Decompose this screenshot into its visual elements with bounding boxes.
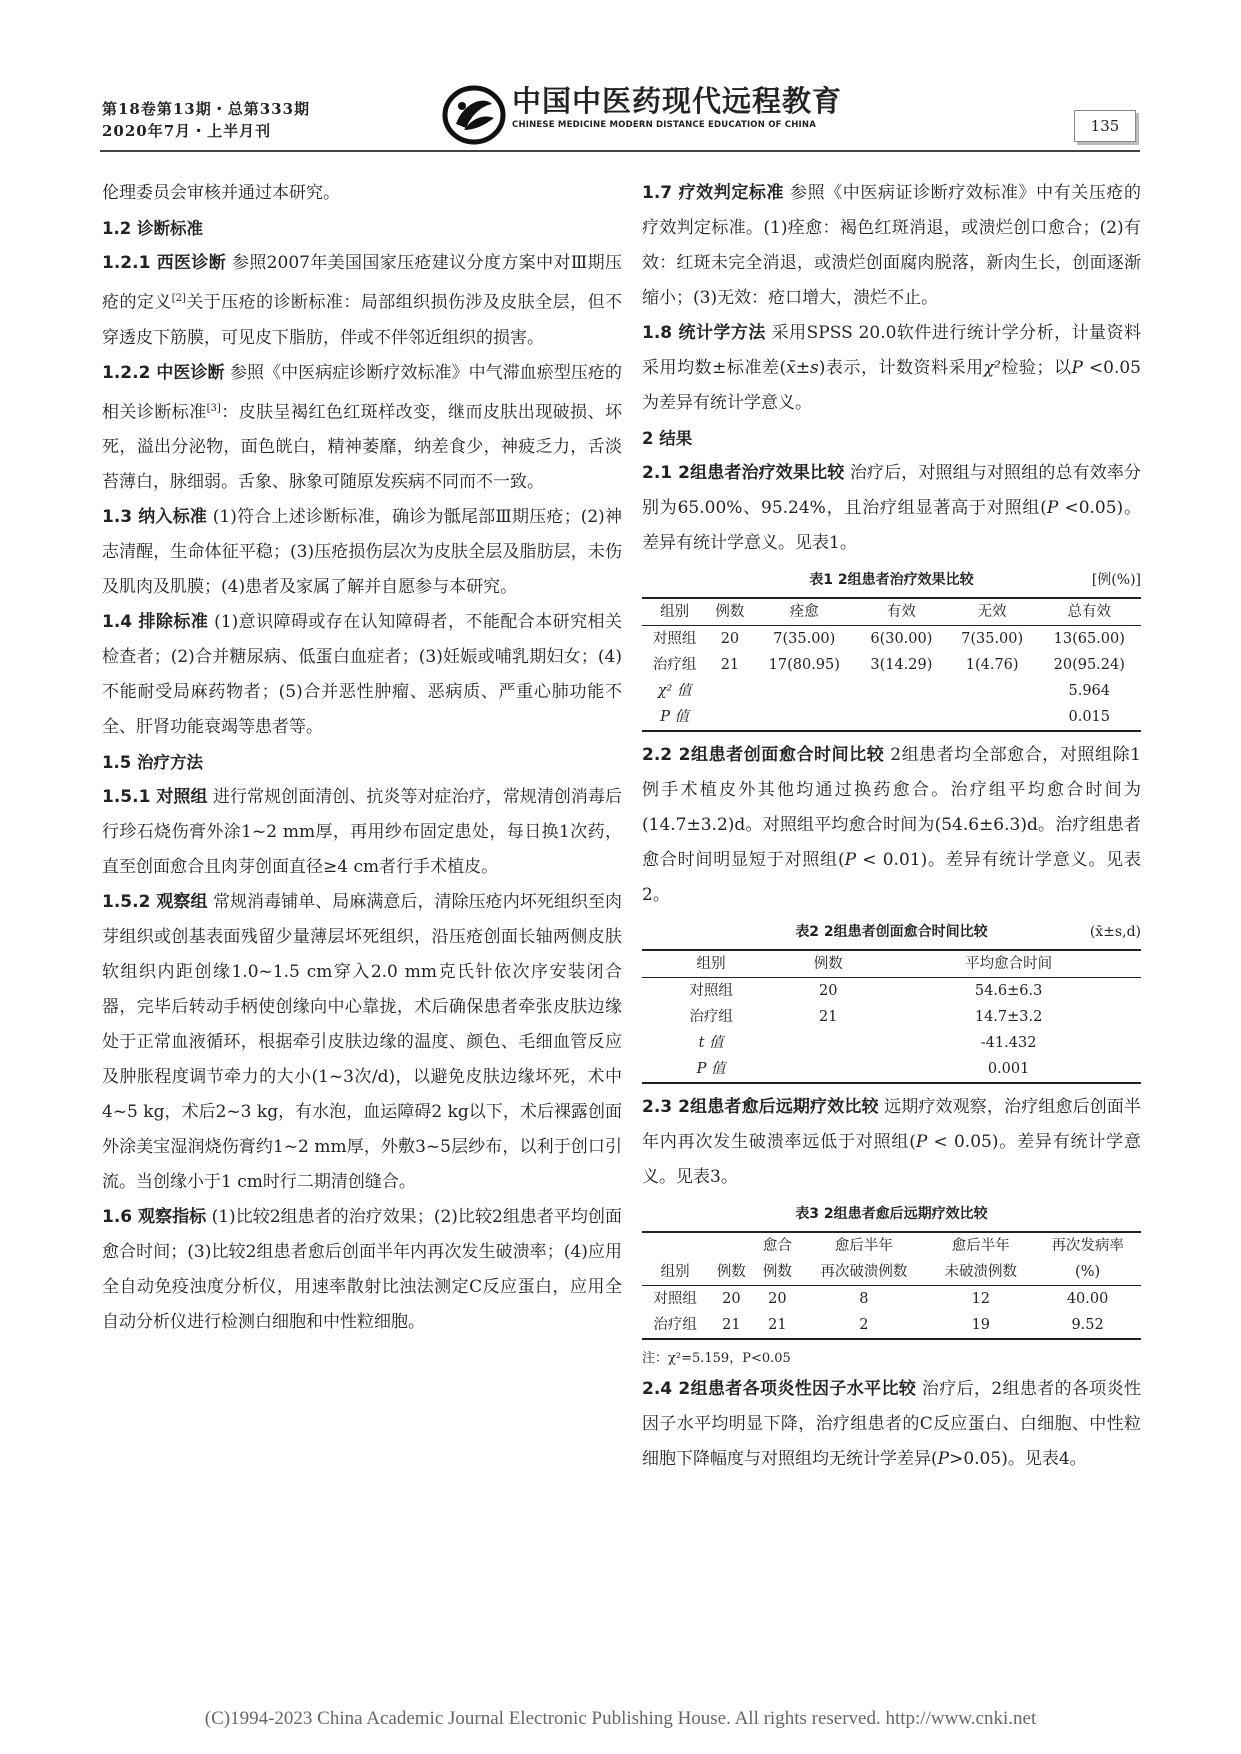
- table-row: 对照组 20 54.6±6.3: [689, 983, 1043, 999]
- subsection-title: 1.4 排除标准: [102, 612, 209, 633]
- table2-title: 表2 2组患者创面愈合时间比较: [795, 924, 988, 940]
- subsection-title: 1.3 纳入标准: [102, 507, 208, 528]
- header-rule: [100, 150, 1140, 152]
- section-heading: 1.2 诊断标准: [102, 219, 203, 238]
- subsection-title: 2.1 2组患者治疗效果比较: [642, 463, 845, 483]
- masthead: [512, 84, 842, 130]
- table3-title: 表3 2组患者愈后远期疗效比较: [795, 1206, 988, 1222]
- paragraph-1-2-2: 1.2.2 中医诊断 参照《中医病症诊断疗效标准》中气滞血瘀型压疮的相关诊断标准[3]：皮肤呈褐红色红斑样改变，继而皮肤出现破损、坏死，溢出分泌物，面色㿠白，精神萎靡，纳差食少，神疲乏力，舌淡苔薄白，脉细弱。舌象、脉象可随原发疾病不同而不一致。: [102, 362, 623, 493]
- table-row: 治疗组 21 21 2 19 9.52: [642, 1312, 1141, 1339]
- paragraph-2-2: 2.2 2组患者创面愈合时间比较 2组患者均全部愈合，对照组除1例手术植皮外其他均通过换药愈合。治疗组平均愈合时间为(14.7±3.2)d。对照组平均愈合时间为(54.6±6.3)d。治疗组患者愈合时间明显短于对照组(P < 0.01)。差异有统计学意义。见表2。: [642, 745, 1141, 905]
- paragraph-2-4: 2.4 2组患者各项炎性因子水平比较 治疗后，2组患者的各项炎性因子水平均明显下降，治疗组患者的C反应蛋白、白细胞、中性粒细胞下降幅度与对照组均无统计学差异(P>0.05)。见表4。: [642, 1379, 1141, 1469]
- table-1: [642, 597, 1141, 732]
- paragraph-1-3: 1.3 纳入标准 (1)符合上述诊断标准，确诊为骶尾部Ⅲ期压疮；(2)神志清醒，生命体征平稳；(3)压疮损伤层次为皮肤全层及脂肪层，未伤及肌肉及肌膜；(4)患者及家属了解并自愿参与本研究。: [102, 507, 622, 598]
- table-row: χ² 值 5.964: [657, 683, 1111, 699]
- issue-info: [102, 98, 310, 142]
- subsection-title: 1.2.2 中医诊断: [102, 362, 225, 383]
- table-caption: [642, 919, 1141, 945]
- table-row: P 值 0.001: [642, 1056, 1141, 1083]
- table-row: 对照组 20 7(35.00) 6(30.00) 7(35.00) 13(65.00): [652, 631, 1125, 647]
- table-row: t 值 -41.432: [698, 1035, 1037, 1051]
- paragraph: 伦理委员会审核并通过本研究。: [102, 183, 340, 203]
- table3-note: 注：χ²=5.159，P<0.05: [642, 1351, 791, 1366]
- subsection-title: 2.4 2组患者各项炎性因子水平比较: [642, 1379, 917, 1399]
- right-column: [642, 176, 1141, 1477]
- table-caption: [642, 567, 1141, 593]
- date-line: 2020年7月・上半月刊: [102, 122, 272, 140]
- paragraph-1-2-1: 1.2.1 西医诊断 参照2007年美国国家压疮建议分度方案中对Ⅲ期压疮的定义[2]关于压疮的诊断标准：局部组织损伤涉及皮肤全层，但不穿透皮下筋膜，可见皮下脂肪，伴或不伴邻近组织的损害。: [102, 253, 623, 348]
- table-2: [642, 949, 1141, 1084]
- table-3: [642, 1231, 1141, 1340]
- subsection-title: 1.2.1 西医诊断: [102, 253, 227, 273]
- section-heading: 2 结果: [642, 429, 693, 448]
- citation: [2]: [171, 293, 186, 304]
- section-heading: 1.5 治疗方法: [102, 753, 203, 773]
- table1-title: 表1 2组患者治疗效果比较: [809, 572, 974, 588]
- citation: [3]: [206, 402, 221, 414]
- subsection-title: 2.2 2组患者创面愈合时间比较: [642, 745, 885, 765]
- table-row: 治疗组 21 14.7±3.2: [689, 1009, 1043, 1025]
- volume-line: 第18卷第13期・总第333期: [102, 100, 311, 118]
- table-header-row: 组别 例数 例数 再次破溃例数 未破溃例数 (%): [642, 1259, 1141, 1286]
- paragraph-1-7: 1.7 疗效判定标准 参照《中医病证诊断疗效标准》中有关压疮的疗效判定标准。(1)痊愈：褐色红斑消退，或溃烂创口愈合；(2)有效：红斑未完全消退，或溃烂创面腐肉脱落，新肉生长，创面逐渐缩小；(3)无效：疮口增大，溃烂不止。: [642, 183, 1141, 308]
- table1-unit: [例(%)]: [1091, 572, 1141, 588]
- paragraph-1-4: 1.4 排除标准 (1)意识障碍或存在认知障碍者，不能配合本研究相关检查者；(2)合并糖尿病、低蛋白血症者；(3)妊娠或哺乳期妇女；(4)不能耐受局麻药物者；(5)合并恶性肿瘤、恶病质、严重心肺功能不全、肝肾功能衰竭等患者等。: [102, 612, 622, 738]
- table-header-row: 组别 例数 痊愈 有效 无效 总有效: [642, 598, 1141, 626]
- journal-title-en: CHINESE MEDICINE MODERN DISTANCE EDUCATION OF CHINA: [512, 120, 817, 130]
- left-column: [102, 176, 622, 1340]
- page-number: 135: [1074, 110, 1136, 142]
- table-header-row: 愈合 愈后半年 愈后半年 再次发病率: [642, 1232, 1141, 1259]
- paragraph-1-5-2: 1.5.2 观察组 常规消毒铺单、局麻满意后，清除压疮内坏死组织至肉芽组织或创基表面残留少量薄层坏死组织，沿压疮创面长轴两侧皮肤软组织内距创缘1.0~1.5 cm穿入2.0 mm克氏针依次序安装闭合器，完毕后转动手柄使创缘向中心靠拢，术后确保患者牵张皮肤边缘处于正常血液循环，根据牵引皮肤边缘的温度、颜色、毛细血管反应及肿胀程度调节牵力的大小(1~3次/d)，以避免皮肤边缘坏死，术中4~5 kg，术后2~3 kg，有水泡，血运障碍2 kg以下，术后裸露创面外涂美宝湿润烧伤膏约1~2 mm厚，外敷3~5层纱布，以利于创口引流。当创缘小于1 cm时行二期清创缝合。: [102, 892, 623, 1193]
- subsection-title: 1.6 观察指标: [102, 1207, 207, 1228]
- paragraph-2-3: 2.3 2组患者愈后远期疗效比较 远期疗效观察，治疗组愈后创面半年内再次发生破溃率远低于对照组(P < 0.05)。差异有统计学意义。见表3。: [642, 1097, 1141, 1187]
- subsection-title: 1.8 统计学方法: [642, 323, 766, 343]
- table-caption: [642, 1201, 1141, 1227]
- table-row: 治疗组 21 17(80.95) 3(14.29) 1(4.76) 20(95.24): [652, 657, 1125, 673]
- journal-logo-icon: [442, 84, 506, 146]
- table-header-row: 组别 例数 平均愈合时间: [642, 950, 1141, 978]
- journal-title-cn: 中国中医药现代远程教育: [512, 84, 843, 118]
- copyright-footer: (C)1994-2023 China Academic Journal Electronic Publishing House. All rights reserved. http://www.cnki.net: [204, 1708, 1037, 1729]
- subsection-title: 1.7 疗效判定标准: [642, 183, 785, 203]
- paragraph-1-6: 1.6 观察指标 (1)比较2组患者的治疗效果；(2)比较2组患者平均创面愈合时间；(3)比较2组患者愈后创面半年内再次发生破溃率；(4)应用全自动免疫浊度分析仪，用速率散射比浊法测定C反应蛋白，应用全自动分析仪进行检测白细胞和中性粒细胞。: [102, 1207, 622, 1333]
- subsection-title: 2.3 2组患者愈后远期疗效比较: [642, 1097, 879, 1117]
- table-row: P 值 0.015: [642, 704, 1141, 731]
- table2-unit: (x̄±s,d): [1089, 924, 1141, 940]
- subsection-title: 1.5.2 观察组: [102, 892, 208, 913]
- subsection-title: 1.5.1 对照组: [102, 787, 208, 808]
- paragraph-1-8: 1.8 统计学方法 采用SPSS 20.0软件进行统计学分析，计量资料采用均数±标准差(x̄±s)表示，计数资料采用χ²检验；以P <0.05为差异有统计学意义。: [642, 323, 1142, 413]
- table-row: 对照组 20 20 8 12 40.00: [653, 1291, 1109, 1307]
- paragraph-2-1: 2.1 2组患者治疗效果比较 治疗后，对照组与对照组的总有效率分别为65.00%、95.24%，且治疗组显著高于对照组(P <0.05)。差异有统计学意义。见表1。: [642, 463, 1141, 553]
- paragraph-1-5-1: 1.5.1 对照组 进行常规创面清创、抗炎等对症治疗，常规清创消毒后行珍石烧伤膏外涂1~2 mm厚，再用纱布固定患处，每日换1次药，直至创面愈合且肉芽创面直径≥4 cm者行手术植皮。: [102, 787, 623, 878]
